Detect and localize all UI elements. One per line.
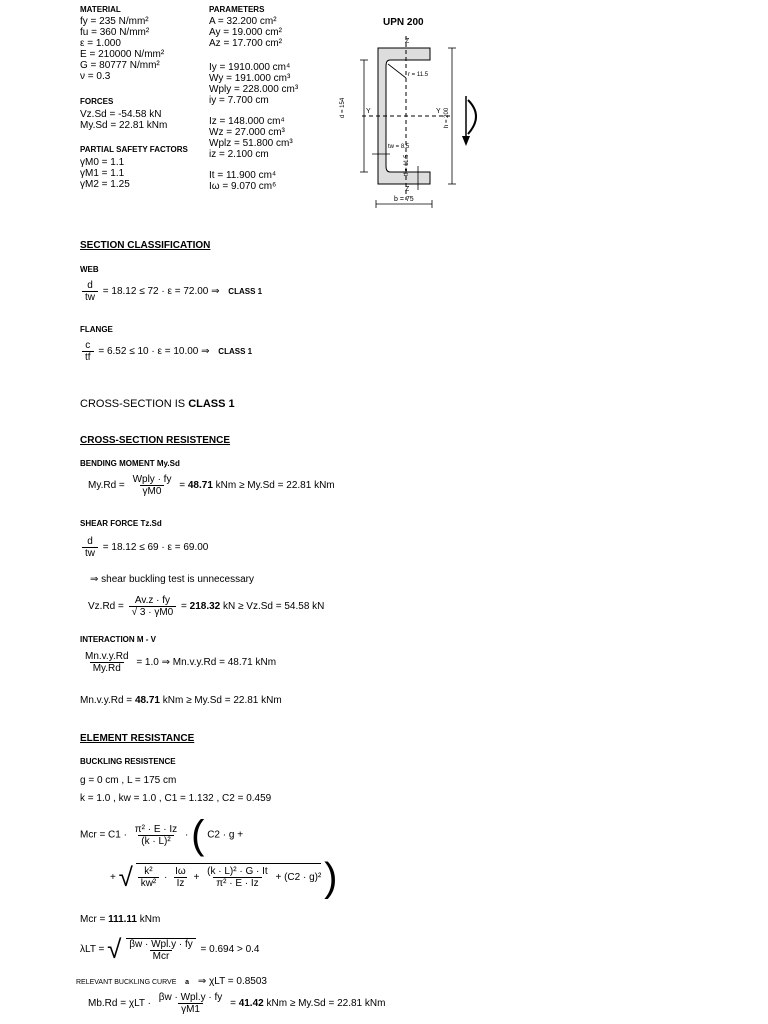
bending-numerator: Wply · fy xyxy=(132,474,172,485)
flange-class: CLASS 1 xyxy=(218,347,253,357)
parameters-group-y xyxy=(209,62,298,106)
radical-torsion-numerator: (k · L)² · G · It xyxy=(207,866,268,877)
shear-equation: = 18.12 ≤ 69 · ε = 69.00 xyxy=(102,542,209,554)
bending-title: BENDING MOMENT My.Sd xyxy=(80,459,180,468)
interaction-denominator: My.Rd xyxy=(90,662,124,674)
mcr-radical: + √ $\frac{\text{k²}}{\text{kw²}}$ · $\frac{I\omega}{Iz}$ + $\frac{\text{(k · L)² · G · It}}{\text{π² · E · Iz}}$ + (C2 · g)² ) xyxy=(110,855,338,900)
radical-k-denominator: kw² xyxy=(138,877,160,889)
buckling-curve-label: RELEVANT BUCKLING CURVE xyxy=(76,979,177,986)
tf-label: tf = 11.5 xyxy=(404,154,410,176)
lambda-rest: = 0.694 > 0.4 xyxy=(200,944,260,956)
param-wy: Wy = 191.000 cm³ xyxy=(209,73,291,84)
forces-vz: Vz.Sd = -54.58 kN xyxy=(80,109,162,120)
mb-value: 41.42 xyxy=(238,998,264,1010)
radical-iw-denominator: Iz xyxy=(174,877,188,889)
buckling-curve-value: a xyxy=(185,979,190,986)
bending-lhs: My.Rd = xyxy=(88,480,125,492)
material-g: G = 80777 N/mm² xyxy=(80,60,160,71)
param-az: Az = 17.700 cm² xyxy=(209,38,283,49)
lambda-denominator: Mcr xyxy=(150,950,173,962)
shear-title: SHEAR FORCE Tz.Sd xyxy=(80,519,162,528)
shear-buckling-note: ⇒ shear buckling test is unnecessary xyxy=(90,574,255,585)
material-list xyxy=(80,16,164,82)
tw-label: tw = 8.5 xyxy=(388,144,410,150)
mb-formula: Mb.Rd = χLT · $\frac{\text{βw · Wpl.y · fy}}{\gamma M1}$ = 41.42 kNm ≥ My.Sd = 22.81 kNm xyxy=(88,992,386,1015)
axis-z-top-label: Z xyxy=(405,38,410,45)
flange-title: FLANGE xyxy=(80,325,113,334)
forces-my: My.Sd = 22.81 kNm xyxy=(80,120,168,131)
flange-ratio-numerator: c xyxy=(85,340,91,351)
mcr-result-unit: kNm xyxy=(139,914,161,925)
param-iz: Iz = 148.000 cm⁴ xyxy=(209,116,285,127)
radical-tail: + (C2 · g)² xyxy=(275,872,322,884)
vz-lhs: Vz.Rd = xyxy=(88,601,124,613)
radical-k-numerator: k² xyxy=(144,866,153,877)
mb-numerator: βw · Wpl.y · fy xyxy=(158,992,223,1003)
parameters-group-torsion xyxy=(209,170,276,192)
parameters-group-z xyxy=(209,116,293,160)
flange-equation: = 6.52 ≤ 10 · ε = 10.00 ⇒ xyxy=(98,346,210,358)
vz-value: 218.32 xyxy=(189,601,221,613)
mnv-rest: kNm ≥ My.Sd = 22.81 kNm xyxy=(162,695,282,706)
vz-rest: kN ≥ Vz.Sd = 54.58 kN xyxy=(223,601,325,613)
mcr-numerator: π² · E · Iz xyxy=(134,823,178,835)
forces-title: FORCES xyxy=(80,97,114,106)
parameters-title: PARAMETERS xyxy=(209,5,265,14)
cross-section-prefix: CROSS-SECTION IS xyxy=(80,398,189,410)
classification-title: SECTION CLASSIFICATION xyxy=(80,240,211,251)
buckling-geometry: g = 0 cm , L = 175 cm xyxy=(80,775,177,786)
mcr-tail: C2 · g + xyxy=(207,829,244,841)
param-iw: Iω = 9.070 cm⁶ xyxy=(209,181,277,192)
upn-section-diagram xyxy=(350,30,500,215)
vz-denominator: √ 3 · γM0 xyxy=(129,606,177,618)
web-check xyxy=(80,280,262,303)
interaction-title: INTERACTION M - V xyxy=(80,635,156,644)
material-nu: ν = 0.3 xyxy=(80,71,111,82)
bending-rest: kNm ≥ My.Sd = 22.81 kNm xyxy=(215,480,335,492)
mb-lhs: Mb.Rd = χLT · xyxy=(88,998,151,1010)
mnv-value: 48.71 xyxy=(134,695,160,706)
safety-gm2: γM2 = 1.25 xyxy=(80,179,130,190)
axis-y-left-label: Y xyxy=(366,108,371,115)
safety-gm1: γM1 = 1.1 xyxy=(80,168,125,179)
mnv-check xyxy=(80,695,282,706)
param-it: It = 11.900 cm⁴ xyxy=(209,170,277,181)
d-dimension-label: d = 154 xyxy=(340,97,346,118)
material-fy: fy = 235 N/mm² xyxy=(80,16,149,27)
material-fu: fu = 360 N/mm² xyxy=(80,27,150,38)
radical-iw-numerator: Iω xyxy=(175,866,186,877)
shear-resistance-check: Vz.Rd = $\frac{Av.z \cdot fy}{√ 3 \cdot \gamma M0}$ = 218.32 kN ≥ Vz.Sd = 54.58 kN xyxy=(88,595,325,618)
shear-check xyxy=(80,536,208,559)
shear-ratio-numerator: d xyxy=(87,536,93,547)
mnv-lhs: Mn.v.y.Rd = xyxy=(80,695,133,706)
bending-denominator: γM0 xyxy=(140,485,165,497)
param-radius-y: iy = 7.700 cm xyxy=(209,95,269,106)
bending-check: My.Rd = $\frac{\text{Wply · fy}}{\gamma M0}$ = 48.71 kNm ≥ My.Sd = 22.81 kNm xyxy=(88,474,335,497)
resistance-title: CROSS-SECTION RESISTENCE xyxy=(80,435,231,446)
buckling-factors: k = 1.0 , kw = 1.0 , C1 = 1.132 , C2 = 0.459 xyxy=(80,793,272,804)
interaction-equation: = 1.0 ⇒ Mn.v.y.Rd = 48.71 kNm xyxy=(136,657,277,669)
buckling-curve-line xyxy=(76,976,267,987)
cross-section-result xyxy=(80,398,235,410)
shear-ratio-denominator: tw xyxy=(82,547,98,559)
param-wz: Wz = 27.000 cm³ xyxy=(209,127,285,138)
safety-gm0: γM0 = 1.1 xyxy=(80,157,125,168)
param-wply: Wply = 228.000 cm³ xyxy=(209,84,299,95)
cross-section-class: CLASS 1 xyxy=(188,398,235,410)
buckling-title: BUCKLING RESISTENCE xyxy=(80,757,176,766)
interaction-numerator: Mn.v.y.Rd xyxy=(85,651,129,662)
vz-numerator: Av.z · fy xyxy=(134,595,171,606)
parameters-group-area xyxy=(209,16,282,49)
h-dimension-label: h = 200 xyxy=(444,107,450,128)
param-wplz: Wplz = 51.800 cm³ xyxy=(209,138,293,149)
material-epsilon: ε = 1.000 xyxy=(80,38,121,49)
param-radius-z: iz = 2.100 cm xyxy=(209,149,269,160)
b-dimension-label: b = 75 xyxy=(394,196,414,203)
axis-y-right-label: Y xyxy=(436,108,441,115)
flange-ratio-denominator: tf xyxy=(82,351,94,363)
radical-torsion-denominator: π² · E · Iz xyxy=(213,877,261,889)
safety-list xyxy=(80,157,130,190)
flange-check xyxy=(80,340,252,363)
axis-z-bottom-label: Z xyxy=(405,186,410,193)
forces-list xyxy=(80,109,167,131)
material-e: E = 210000 N/mm² xyxy=(80,49,165,60)
element-title: ELEMENT RESISTANCE xyxy=(80,733,195,744)
section-title: UPN 200 xyxy=(383,17,424,28)
lambda-lhs: λLT = xyxy=(80,944,105,956)
web-equation: = 18.12 ≤ 72 · ε = 72.00 ⇒ xyxy=(102,286,220,298)
param-iy: Iy = 1910.000 cm⁴ xyxy=(209,62,291,73)
safety-title: PARTIAL SAFETY FACTORS xyxy=(80,145,188,154)
web-ratio-denominator: tw xyxy=(82,291,98,303)
radius-label: r = 11.5 xyxy=(408,72,429,78)
web-title: WEB xyxy=(80,265,99,274)
param-ay: Ay = 19.000 cm² xyxy=(209,27,282,38)
mcr-denominator: (k · L)² xyxy=(138,835,173,847)
mb-denominator: γM1 xyxy=(178,1003,203,1015)
param-a: A = 32.200 cm² xyxy=(209,16,277,27)
mcr-result xyxy=(80,914,160,925)
lambda-numerator: βw · Wpl.y · fy xyxy=(129,938,193,950)
buckling-curve-rest: ⇒ χLT = 0.8503 xyxy=(197,976,267,987)
material-title: MATERIAL xyxy=(80,5,121,14)
mcr-result-value: 111.11 xyxy=(108,914,137,925)
web-class: CLASS 1 xyxy=(228,287,263,297)
mb-rest: kNm ≥ My.Sd = 22.81 kNm xyxy=(266,998,386,1010)
bending-value: 48.71 xyxy=(187,480,213,492)
web-ratio-numerator: d xyxy=(87,280,93,291)
mcr-formula: Mcr = C1 · $\frac{\text{π² · E · Iz}}{\text{(k · L)²}}$ · ( C2 · g + xyxy=(80,813,244,857)
mcr-result-lhs: Mcr = xyxy=(80,914,106,925)
mcr-lhs: Mcr = C1 · xyxy=(80,829,127,841)
lambda-formula: λLT = √ $\frac{\text{βw · Wpl.y · fy}}{\text{Mcr}}$ = 0.694 > 0.4 xyxy=(80,934,260,964)
interaction-check xyxy=(80,651,276,674)
